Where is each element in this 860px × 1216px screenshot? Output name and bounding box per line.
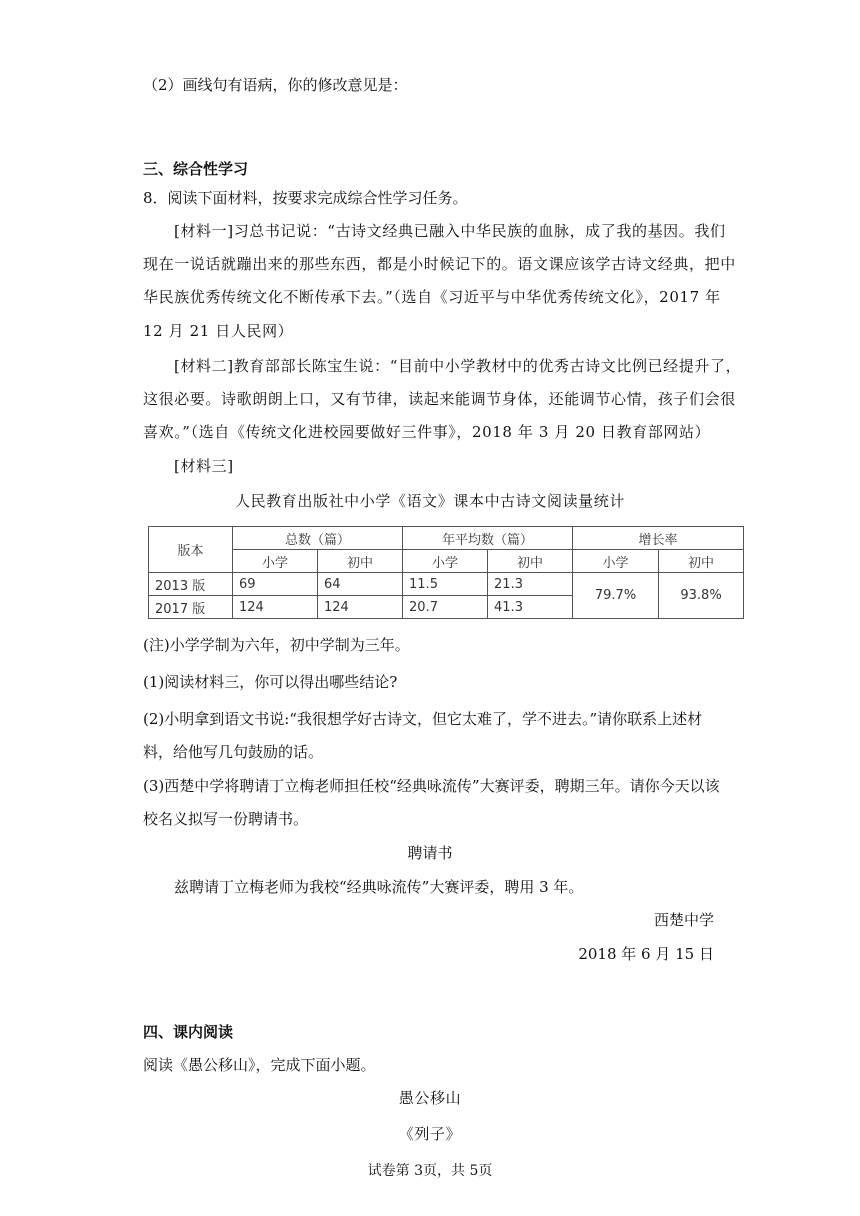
sub-question-1: (1)阅读材料三，你可以得出哪些结论? [143, 673, 398, 691]
passage-title: 愚公移山 [398, 1089, 462, 1107]
letter-body: 兹聘请丁立梅老师为我校“经典咏流传”大赛评委，聘用 3 年。 [174, 878, 584, 896]
material-1-line: 现在一说话就蹦出来的那些东西，都是小时候记下的。语文课应该学古诗文经典，把中 [143, 255, 736, 273]
sub-question-3-line: 校名义拟写一份聘请书。 [143, 810, 309, 828]
cell-edition: 2017 版 [149, 596, 233, 619]
subheader-middle: 初中 [659, 550, 744, 573]
header-edition: 版本 [149, 527, 233, 573]
table-subheader-row [149, 550, 744, 573]
letter-title: 聘请书 [407, 844, 453, 862]
question-8-prompt: 8．阅读下面材料，按要求完成综合性学习任务。 [143, 189, 468, 207]
table-header-row [149, 527, 744, 550]
table-note: (注)小学学制为六年，初中学制为三年。 [143, 636, 410, 654]
cell-total-middle: 64 [318, 573, 403, 596]
reading-prompt: 阅读《愚公移山》，完成下面小题。 [143, 1056, 376, 1074]
letter-date: 2018 年 6 月 15 日 [578, 945, 714, 963]
table-row [149, 573, 744, 596]
material-1-line: 华民族优秀传统文化不断传承下去。”（选自《习近平与中华优秀传统文化》，2017 年 [143, 288, 721, 306]
passage-author: 《列子》 [398, 1125, 462, 1143]
cell-avg-primary: 20.7 [403, 596, 488, 619]
subheader-middle: 初中 [318, 550, 403, 573]
cell-total-primary: 69 [233, 573, 318, 596]
cell-growth-primary: 79.7% [573, 573, 659, 619]
subheader-middle: 初中 [488, 550, 573, 573]
cell-total-primary: 124 [233, 596, 318, 619]
reading-stats-table [148, 526, 744, 619]
table-caption: 人民教育出版社中小学《语文》课本中古诗文阅读量统计 [234, 492, 625, 510]
sub-question-2-line: 料，给他写几句鼓励的话。 [143, 743, 324, 761]
header-total: 总数（篇） [233, 527, 403, 550]
material-2-line: [材料二]教育部部长陈宝生说：“目前中小学教材中的优秀古诗文比例已经提升了， [174, 357, 742, 375]
header-average: 年平均数（篇） [403, 527, 573, 550]
cell-growth-middle: 93.8% [659, 573, 744, 619]
header-growth: 增长率 [573, 527, 744, 550]
question-2-text: （2）画线句有语病，你的修改意见是： [143, 76, 408, 94]
cell-avg-middle: 41.3 [488, 596, 573, 619]
sub-question-3-line: (3)西楚中学将聘请丁立梅老师担任校“经典咏流传”大赛评委，聘期三年。请你今天以该 [143, 777, 720, 795]
cell-avg-primary: 11.5 [403, 573, 488, 596]
material-3-label: [材料三] [174, 457, 234, 475]
section-4-heading: 四、课内阅读 [143, 1023, 234, 1041]
cell-avg-middle: 21.3 [488, 573, 573, 596]
sub-question-2-line: (2)小明拿到语文书说:“我很想学好古诗文，但它太难了，学不进去。”请你联系上述材 [143, 710, 703, 728]
section-3-heading: 三、综合性学习 [143, 160, 249, 178]
cell-edition: 2013 版 [149, 573, 233, 596]
page-footer: 试卷第 3页，共 5页 [367, 1163, 493, 1179]
material-1-line: 12 月 21 日人民网） [143, 322, 294, 340]
material-1-line: [材料一]习总书记说：“古诗文经典已融入中华民族的血脉，成了我的基因。我们 [174, 222, 726, 240]
material-2-line: 喜欢。”（选自《传统文化进校园要做好三件事》，2018 年 3 月 20 日教育部网站） [143, 423, 711, 441]
subheader-primary: 小学 [573, 550, 659, 573]
material-2-line: 这很必要。诗歌朗朗上口，又有节律，读起来能调节身体，还能调节心情，孩子们会很 [143, 390, 736, 408]
subheader-primary: 小学 [233, 550, 318, 573]
cell-total-middle: 124 [318, 596, 403, 619]
letter-signature: 西楚中学 [653, 911, 714, 929]
subheader-primary: 小学 [403, 550, 488, 573]
